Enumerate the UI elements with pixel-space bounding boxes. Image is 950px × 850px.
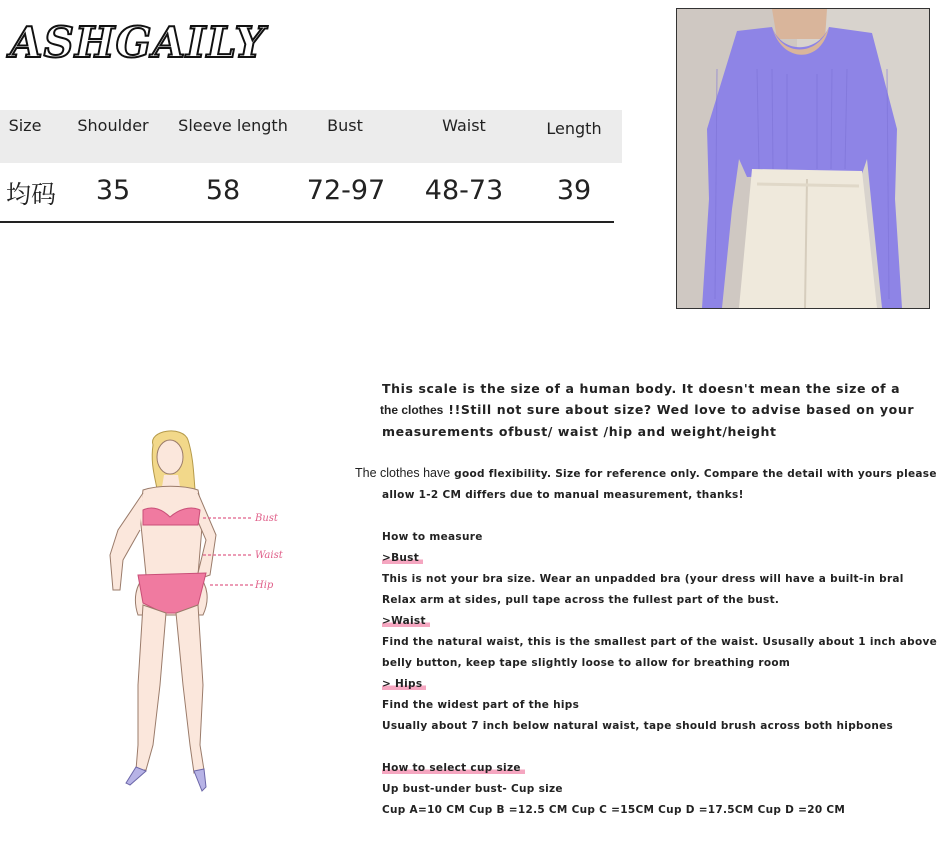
product-photo — [676, 8, 930, 309]
bust-section-title: >Bust — [382, 548, 942, 569]
cup-section-title: How to select cup size — [382, 758, 942, 779]
how-to-measure-title: How to measure — [382, 531, 483, 543]
size-chart-row — [0, 163, 614, 223]
notes-flex-prefix: The clothes have — [355, 466, 451, 480]
measurement-figure — [98, 425, 298, 797]
cell-length: 39 — [556, 175, 592, 206]
cell-sleeve-length: 58 — [205, 175, 241, 206]
hip-label: Hip — [255, 580, 274, 591]
hips-line-1: Find the widest part of the hips — [382, 699, 580, 711]
waist-line-2: belly button, keep tape slightly loose to allow for breathing room — [382, 657, 791, 669]
notes-line-2 — [382, 399, 942, 421]
bust-line-1: This is not your bra size. Wear an unpadded bra (your dress will have a built-in bral — [382, 573, 904, 585]
header-sleeve-length: Sleeve length — [178, 116, 288, 135]
header-bust: Bust — [327, 116, 363, 135]
cup-line-2: Cup A=10 CM Cup B =12.5 CM Cup C =15CM Cup D =17.5CM Cup D =20 CM — [382, 804, 846, 816]
size-chart-table — [0, 110, 622, 223]
cell-waist: 48-73 — [424, 175, 504, 206]
notes-flex-rest: good flexibility. Size for reference only. Compare the detail with yours please — [450, 468, 937, 480]
header-shoulder: Shoulder — [77, 116, 149, 135]
size-chart-header-row — [0, 110, 622, 163]
hips-line-2: Usually about 7 inch below natural waist, tape should brush across both hipbones — [382, 720, 894, 732]
hips-section-title: > Hips — [382, 674, 942, 695]
notes-allow: allow 1-2 CM differs due to manual measurement, thanks! — [382, 489, 744, 501]
notes-line-3: measurements ofbust/ waist /hip and weight/height — [382, 424, 777, 439]
product-photo-illustration — [677, 9, 929, 308]
notes-line-1: This scale is the size of a human body. It doesn't mean the size of a — [382, 381, 901, 396]
header-size: Size — [8, 116, 42, 135]
waist-label: Waist — [255, 550, 283, 561]
cell-shoulder: 35 — [95, 175, 131, 206]
notes-flexibility — [355, 463, 942, 485]
bust-line-2: Relax arm at sides, pull tape across the fullest part of the bust. — [382, 594, 780, 606]
brand-logo: ASHGAILY — [10, 18, 266, 67]
header-waist: Waist — [442, 116, 486, 135]
waist-line-1: Find the natural waist, this is the smallest part of the waist. Ususally about 1 inch above — [382, 636, 938, 648]
body-measurement-illustration — [98, 425, 298, 797]
bust-label: Bust — [255, 513, 278, 524]
waist-section-title: >Waist — [382, 611, 942, 632]
header-length: Length — [546, 119, 602, 138]
cell-size: 均码 — [5, 180, 57, 209]
cell-bust: 72-97 — [306, 175, 386, 206]
size-notes — [355, 378, 942, 821]
cup-line-1: Up bust-under bust- Cup size — [382, 783, 563, 795]
notes-the-clothes: the clothes — [380, 403, 444, 417]
notes-line-2-rest: !!Still not sure about size? Wed love to advise based on your — [443, 402, 915, 417]
